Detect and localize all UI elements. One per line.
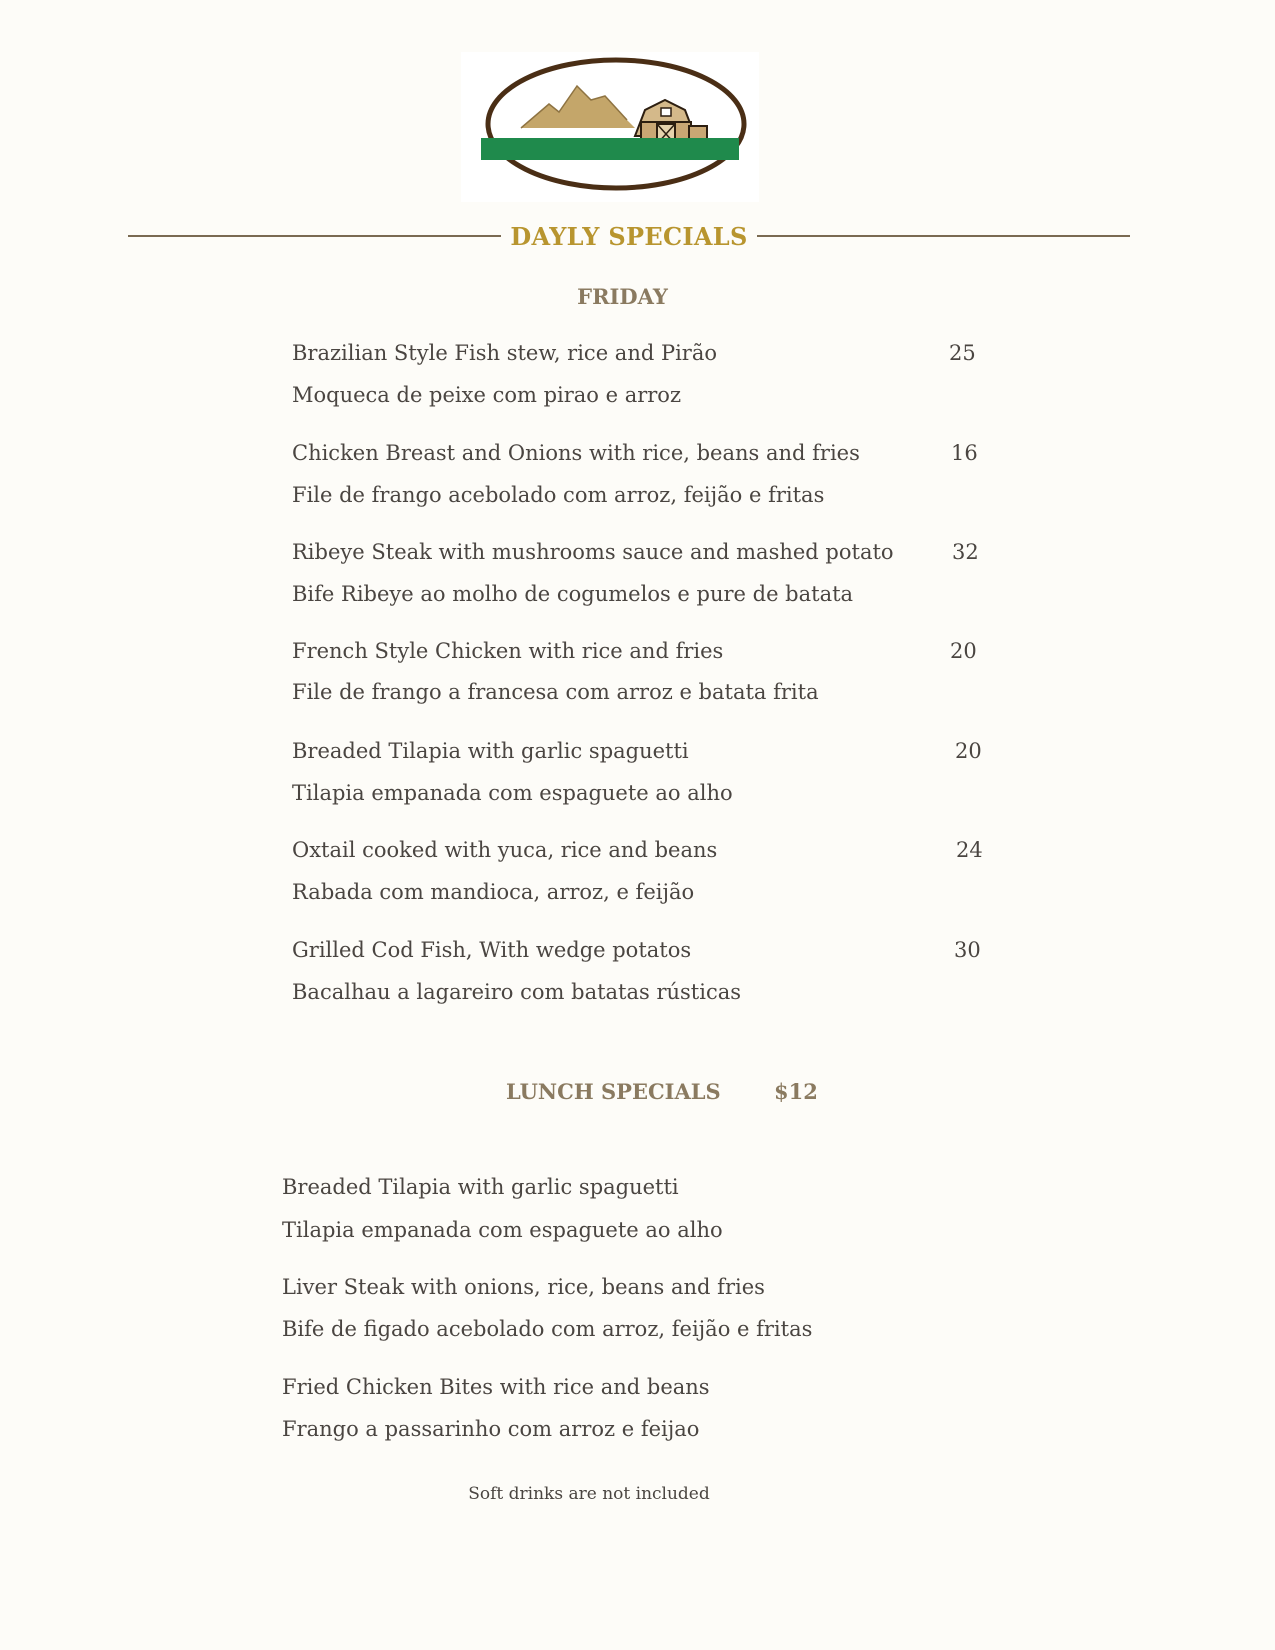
lunch-dish-name-portuguese: Bife de figado acebolado com arroz, feijão e fritas — [282, 1317, 813, 1341]
dish-name-portuguese: Tilapia empanada com espaguete ao alho — [292, 781, 733, 805]
lunch-dish-name: Breaded Tilapia with garlic spaguetti — [282, 1175, 679, 1199]
dish-price: 16 — [951, 441, 978, 465]
logo-banner — [481, 138, 739, 160]
dish-name-portuguese: Moqueca de peixe com pirao e arroz — [292, 383, 682, 407]
dish-price: 30 — [954, 938, 981, 962]
lunch-dish-name-portuguese: Frango a passarinho com arroz e feijao — [282, 1417, 700, 1441]
dish-name: Oxtail cooked with yuca, rice and beans — [292, 838, 718, 862]
lunch-dish-name: Liver Steak with onions, rice, beans and fries — [282, 1275, 765, 1299]
dish-name-portuguese: Bacalhau a lagareiro com batatas rústicas — [292, 980, 742, 1004]
day-heading: FRIDAY — [577, 284, 668, 309]
dish-price: 20 — [950, 639, 977, 663]
dish-price: 32 — [952, 540, 979, 564]
dish-price: 25 — [949, 341, 976, 365]
dish-name: French Style Chicken with rice and fries — [292, 639, 724, 663]
lunch-dish-name: Fried Chicken Bites with rice and beans — [282, 1375, 710, 1399]
dish-name: Breaded Tilapia with garlic spaguetti — [292, 739, 689, 763]
dish-name-portuguese: File de frango a francesa com arroz e batata frita — [292, 680, 819, 704]
drinks-note: Soft drinks are not included — [468, 1484, 710, 1504]
dish-name: Chicken Breast and Onions with rice, beans and fries — [292, 441, 860, 465]
lunch-specials-price: $12 — [774, 1079, 818, 1104]
lunch-specials-title: LUNCH SPECIALS — [506, 1079, 721, 1104]
dish-name: Ribeye Steak with mushrooms sauce and mashed potato — [292, 540, 894, 564]
dish-name-portuguese: File de frango acebolado com arroz, feijão e fritas — [292, 483, 825, 507]
dish-price: 24 — [956, 838, 983, 862]
lunch-dish-name-portuguese: Tilapia empanada com espaguete ao alho — [282, 1218, 723, 1242]
page-title: DAYLY SPECIALS — [510, 221, 748, 251]
section-header — [128, 218, 1130, 254]
dish-name-portuguese: Bife Ribeye ao molho de cogumelos e pure de batata — [292, 582, 854, 606]
dish-name: Grilled Cod Fish, With wedge potatos — [292, 938, 692, 962]
restaurant-logo — [461, 52, 759, 202]
header-rule-right — [757, 235, 1130, 237]
dish-price: 20 — [955, 739, 982, 763]
dish-name: Brazilian Style Fish stew, rice and Pirão — [292, 341, 718, 365]
dish-name-portuguese: Rabada com mandioca, arroz, e feijão — [292, 880, 695, 904]
header-rule-left — [128, 235, 501, 237]
